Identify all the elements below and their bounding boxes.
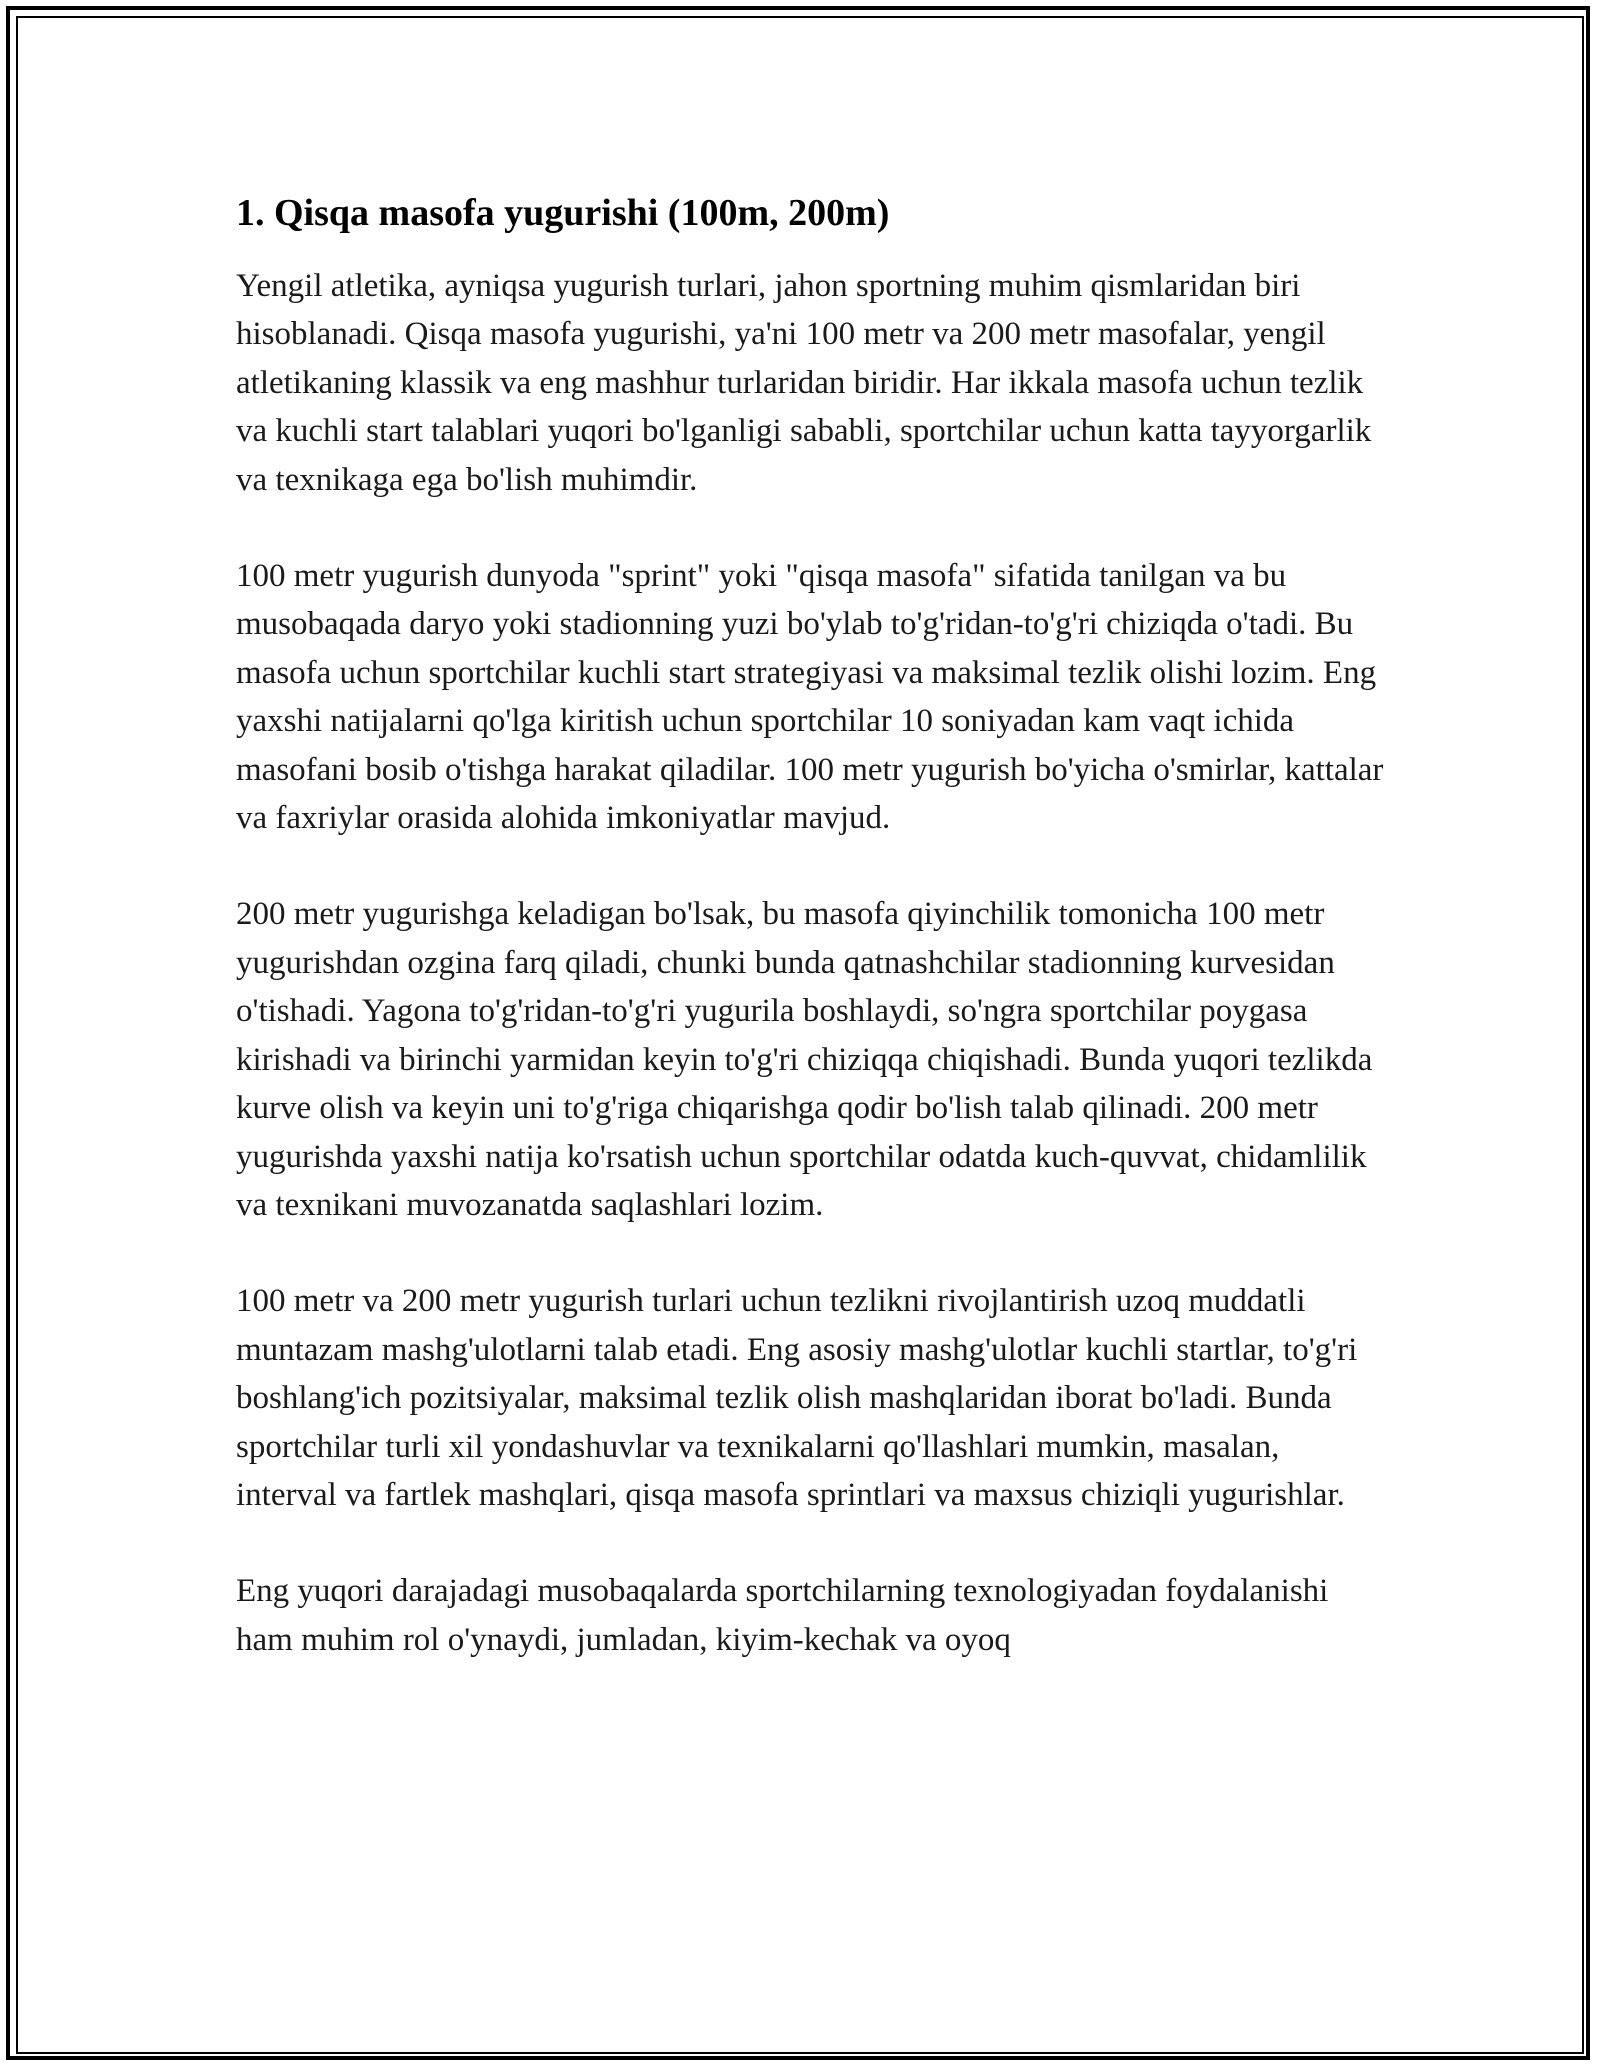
section-heading: 1. Qisqa masofa yugurishi (100m, 200m) [236,192,890,234]
paragraph-100m: 100 metr yugurish dunyoda "sprint" yoki "qisqa masofa" sifatida tanilgan va bu musobaqada daryo yoki stadionning yuzi bo'ylab to'g'ridan-to'g'ri chiziqda o'tadi. Bu masofa uchun sportchilar kuchli start strategiyasi va maksimal tezlik olishi lozim. Eng yaxshi natijalarni qo'lga kiritish uchun sportchilar 10 soniyadan kam vaqt ichida masofani bosib o'tishga harakat qiladilar. 100 metr yugurish bo'yicha o'smirlar, kattalar va faxriylar orasida alohida imkoniyatlar mavjud. [236,558,1384,837]
document-body [236,190,1386,1712]
paragraph-training: 100 metr va 200 metr yugurish turlari uchun tezlikni rivojlantirish uzoq muddatli muntazam mashg'ulotlarni talab etadi. Eng asosiy mashg'ulotlar kuchli startlar, to'g'ri boshlang'ich pozitsiyalar, maksimal tezlik olish mashqlaridan iborat bo'ladi. Bunda sportchilar turli xil yondashuvlar va texnikalarni qo'llashlari mumkin, masalan, interval va fartlek mashqlari, qisqa masofa sprintlari va maxsus chiziqli yugurishlar. [236,1283,1358,1513]
paragraph-intro: Yengil atletika, ayniqsa yugurish turlari, jahon sportning muhim qismlaridan biri hisoblanadi. Qisqa masofa yugurishi, ya'ni 100 metr va 200 metr masofalar, yengil atletikaning klassik va eng mashhur turlaridan biridir. Har ikkala masofa uchun tezlik va kuchli start talablari yuqori bo'lganligi sababli, sportchilar uchun katta tayyorgarlik va texnikaga ega bo'lish muhimdir. [236,268,1372,498]
paragraph-technology: Eng yuqori darajadagi musobaqalarda sportchilarning texnologiyadan foydalanishi ham muhim rol o'ynaydi, jumladan, kiyim-kechak va oyoq [236,1573,1329,1658]
paragraph-200m: 200 metr yugurishga keladigan bo'lsak, bu masofa qiyinchilik tomonicha 100 metr yugurishdan ozgina farq qiladi, chunki bunda qatnashchilar stadionning kurvesidan o'tishadi. Yagona to'g'ridan-to'g'ri yugurila boshlaydi, so'ngra sportchilar poygasa kirishadi va birinchi yarmidan keyin to'g'ri chiziqqa chiqishadi. Bunda yuqori tezlikda kurve olish va keyin uni to'g'riga chiqarishga qodir bo'lish talab qilinadi. 200 metr yugurishda yaxshi natija ko'rsatish uchun sportchilar odatda kuch-quvvat, chidamlilik va texnikani muvozanatda saqlashlari lozim. [236,896,1373,1223]
